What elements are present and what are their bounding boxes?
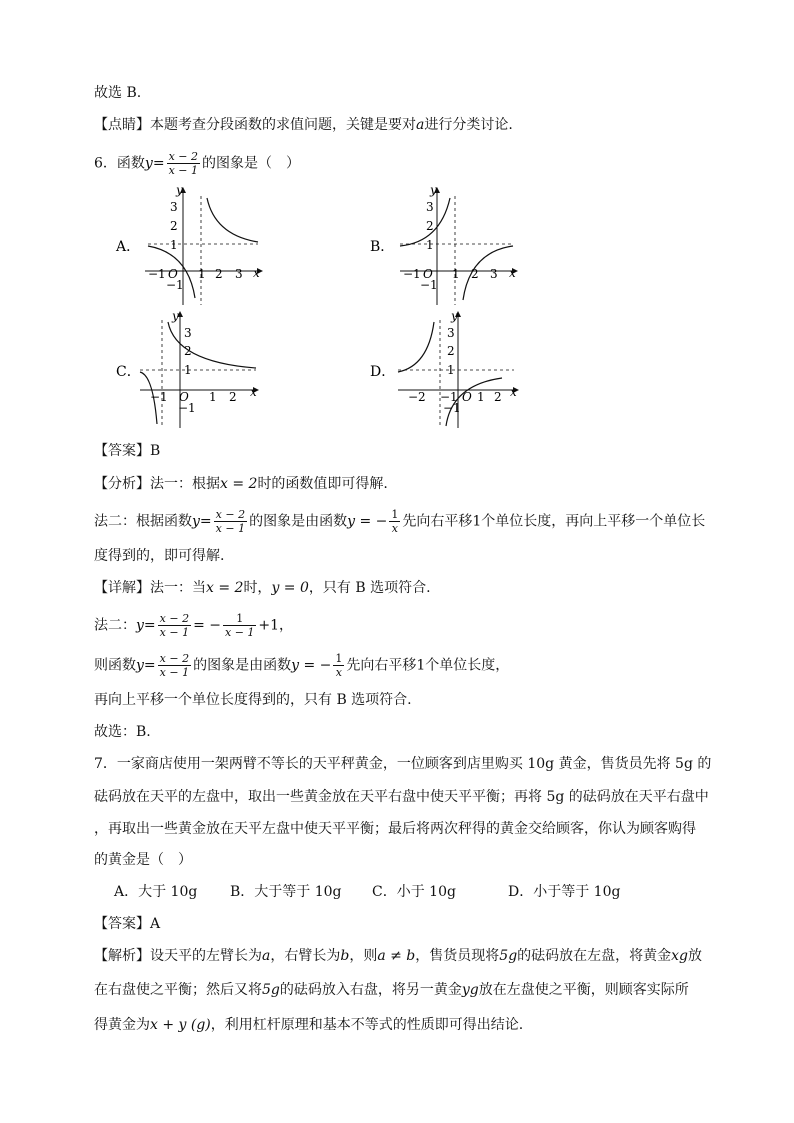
graph-d-ytick-3: 3: [447, 326, 455, 340]
graph-b-label: B．: [370, 239, 395, 255]
graph-a-xlabel: x: [253, 266, 260, 280]
graph-c-ytick-neg1: −1: [178, 401, 196, 415]
graph-d-xtick-1: 1: [477, 390, 485, 404]
q7-line-4: 的黄金是（ ）: [94, 852, 192, 868]
graph-a-ytick-1: 1: [170, 238, 178, 252]
q6-num: x − 2: [168, 150, 198, 163]
q6-detail3-d: 1: [416, 657, 426, 674]
graph-a-ytick-3: 3: [170, 200, 178, 214]
graph-d: [370, 309, 518, 428]
graph-b-curve-left: [400, 198, 450, 246]
q7-an1-f: a ≠ b: [377, 948, 416, 964]
q6-analysis-1: [94, 474, 388, 494]
graph-d-xtick-neg2: −2: [408, 390, 426, 404]
graph-c-ylabel: y: [172, 309, 179, 323]
q6-analysis2-negfrac: [389, 508, 400, 535]
q6-analysis2-a: 法二：根据函数: [94, 513, 192, 530]
q6-prefix: 6．函数: [94, 155, 145, 172]
graph-c-origin: O: [179, 390, 189, 404]
q7-answer-tag: 【答案】: [94, 916, 150, 932]
prev-result: 故选 B.: [94, 85, 142, 101]
q7-option-c: C．小于 10g: [372, 884, 456, 900]
q6-detail1-a: 法一：当: [150, 580, 206, 596]
q7-option-a: A．大于 10g: [114, 884, 198, 900]
graph-c-ytick-2: 2: [184, 344, 192, 358]
q7-an1-d: b: [340, 948, 350, 964]
q7-an1-c: ，右臂长为: [270, 948, 341, 964]
q7-an2-d: yg: [461, 982, 479, 998]
q7-an1-k: 放: [688, 948, 703, 964]
q6-detail2-num2: 1: [223, 612, 256, 626]
graph-d-ytick-neg1: −1: [443, 401, 461, 415]
q6-analysis2-den: x − 1: [215, 522, 246, 535]
graph-a-xtick-3: 3: [235, 267, 243, 281]
graph-c-label: C．: [116, 364, 141, 380]
graph-b-ytick-1: 1: [426, 238, 434, 252]
q6-detail-3: [94, 652, 509, 679]
q6-detail3-den: x − 1: [159, 666, 190, 679]
q6-analysis-tag: 【分析】: [94, 476, 150, 492]
q6-detail2-den2: x − 1: [225, 626, 255, 639]
q6-den: x − 1: [168, 164, 198, 177]
graph-b-xtick-1: 1: [452, 267, 460, 281]
graph-a-label: A．: [116, 239, 141, 255]
graph-a-curve-right: [207, 198, 258, 242]
q6-final: 故选：B.: [94, 724, 151, 740]
graph-c-xtick-neg1: −1: [150, 390, 168, 404]
q7-an1-a: 设天平的左臂长为: [150, 948, 262, 964]
q7-an3-a: 得黄金为: [94, 1017, 150, 1033]
q7-analysis-2: [94, 980, 689, 1000]
q6-y: y: [144, 155, 153, 172]
graph-d-label: D．: [370, 364, 396, 380]
q7-an3-c: ，利用杠杆原理和基本不等式的性质即可得出结论.: [210, 1017, 524, 1033]
q6-fraction: [167, 150, 200, 177]
q6-analysis-3: 度得到的，即可得解.: [94, 548, 225, 564]
q6-analysis1-a: 法一：根据: [150, 476, 220, 492]
q6-analysis2-c: 先向右平移: [402, 513, 473, 530]
graph-a: [115, 183, 262, 305]
prev-comment: [94, 115, 513, 135]
q6-analysis2-negden: x: [391, 522, 398, 535]
q6-detail3-num: x − 2: [159, 652, 190, 665]
q6-answer: [94, 441, 160, 461]
q6-suffix: 的图象是（ ）: [202, 155, 300, 172]
graph-a-ytick-neg1: −1: [166, 278, 184, 292]
q6-detail2-y: y: [136, 617, 144, 634]
q6-analysis2-eq: =: [199, 513, 212, 530]
graph-d-ylabel: y: [451, 309, 458, 323]
q6-analysis2-b: 的图象是由函数: [249, 513, 348, 530]
q6-analysis2-y: y: [192, 513, 200, 530]
q6-analysis2-frac: [214, 508, 247, 535]
q6-detail1-e: ，只有 B 选项符合.: [308, 580, 431, 596]
comment-tag: 【点睛】: [94, 117, 150, 133]
graph-b-origin: O: [423, 267, 433, 281]
q6-analysis2-neg: y = −: [347, 513, 388, 530]
q6-detail3-frac: [158, 652, 191, 679]
graph-c-xtick-1: 1: [209, 390, 217, 404]
q6-analysis2-num: x − 2: [215, 508, 246, 521]
graph-b-ytick-2: 2: [426, 219, 434, 233]
q7-an1-e: ，则: [349, 948, 378, 964]
graph-a-xtick-neg1: −1: [148, 267, 166, 281]
q6-detail2-den: x − 1: [159, 626, 190, 639]
q7-an2-c: 的砝码放入右盘，将另一黄金: [279, 982, 462, 998]
q6-detail2-eq: =: [143, 617, 156, 634]
graph-c-xlabel: x: [250, 385, 257, 399]
q6-detail2-a: 法二：: [94, 617, 136, 634]
q6-detail-2: [94, 612, 293, 639]
graph-c: [116, 309, 258, 428]
q6-detail3-e: 个单位长度，: [425, 657, 510, 674]
q6-detail3-negnum: 1: [335, 652, 343, 665]
graph-b-ytick-3: 3: [426, 200, 434, 214]
q7-an2-e: 放在左盘使之平衡，则顾客实际所: [478, 982, 689, 998]
q6-analysis-2: [94, 508, 705, 535]
q6-answer-value: B: [150, 443, 161, 459]
q7-an1-i: 的砝码放在左盘，将黄金: [517, 948, 672, 964]
q6-detail2-b: = −: [193, 617, 221, 634]
q7-an1-h: 5g: [499, 948, 518, 964]
q6-detail3-eq: =: [143, 657, 156, 674]
comment-var: a: [416, 117, 425, 133]
graph-a-ylabel: y: [176, 183, 183, 197]
q6-answer-tag: 【答案】: [94, 443, 150, 459]
q6-analysis1-c: 时的函数值即可得解.: [257, 476, 388, 492]
q6-detail3-negfrac: [333, 652, 344, 679]
q7-analysis-tag: 【解析】: [94, 948, 150, 964]
q6-detail1-d: y = 0: [271, 580, 309, 596]
q7-line-2: 砝码放在天平的左盘中，取出一些黄金放在天平右盘中使天平平衡；再将 5g 的砝码放在天平右盘中: [94, 789, 709, 805]
graph-a-origin: O: [168, 267, 178, 281]
graph-c-curve-right: [168, 322, 256, 368]
q6-analysis2-d: 1: [472, 513, 482, 530]
graph-a-ytick-2: 2: [170, 219, 178, 233]
q7-line-3: ，再取出一些黄金放在天平左盘中使天平平衡；最后将两次秤得的黄金交给顾客，你认为顾客购得: [94, 821, 696, 837]
q7-analysis-3: [94, 1015, 523, 1035]
graph-b: [370, 183, 517, 305]
q6-detail-tag: 【详解】: [94, 580, 150, 596]
graph-d-curve-left: [398, 322, 434, 372]
q6-detail-4: 再向上平移一个单位长度得到的，只有 B 选项符合.: [94, 692, 412, 708]
graph-c-ytick-3: 3: [184, 326, 192, 340]
q6-detail1-b: x = 2: [206, 580, 244, 596]
q6-detail3-negden: x: [335, 666, 342, 679]
graph-d-xlabel: x: [510, 385, 517, 399]
q6-detail2-c: +1，: [258, 617, 294, 634]
q6-detail3-c: 先向右平移: [346, 657, 417, 674]
graph-b-ytick-neg1: −1: [420, 278, 438, 292]
q6-detail-1: [94, 578, 431, 598]
q6-detail2-num: x − 2: [159, 612, 190, 625]
q7-line-1: 7．一家商店使用一架两臂不等长的天平秤黄金，一位顾客到店里购买 10g 黄金，售货员先将 5g 的: [94, 756, 712, 772]
graph-a-xtick-2: 2: [215, 267, 223, 281]
graph-b-xtick-neg1: −1: [403, 267, 421, 281]
q7-option-b: B．大于等于 10g: [230, 884, 342, 900]
q6-graphs: [0, 180, 794, 440]
graph-d-xtick-2: 2: [494, 390, 502, 404]
graph-c-ytick-1: 1: [184, 363, 192, 377]
q6-analysis2-negnum: 1: [391, 508, 399, 521]
comment-text-a: 本题考查分段函数的求值问题，关键是要对: [150, 117, 416, 133]
q6-analysis2-e: 个单位长度，再向上平移一个单位长: [481, 513, 706, 530]
q7-an1-b: a: [262, 948, 271, 964]
graph-b-xtick-2: 2: [471, 267, 479, 281]
graph-d-ytick-1: 1: [447, 363, 455, 377]
graph-d-origin: O: [462, 390, 472, 404]
graph-b-ylabel: y: [430, 183, 437, 197]
q7-an3-b: x + y (g): [150, 1017, 211, 1033]
comment-text-b: 进行分类讨论.: [424, 117, 513, 133]
q6-stem: [94, 150, 300, 177]
q7-an1-j: xg: [671, 948, 689, 964]
q7-answer-value: A: [150, 916, 161, 932]
q6-detail3-neg: y = −: [291, 657, 332, 674]
graph-a-xtick-1: 1: [198, 267, 206, 281]
q7-an1-g: ，售货员现将: [415, 948, 500, 964]
q6-detail2-frac: [158, 612, 191, 639]
graph-b-xtick-3: 3: [490, 267, 498, 281]
graph-c-xtick-2: 2: [229, 390, 237, 404]
q6-detail2-frac2: [223, 612, 256, 639]
q7-an2-a: 在右盘使之平衡；然后又将: [94, 982, 262, 998]
q6-eq: =: [152, 155, 165, 172]
graph-d-xtick-neg1: −1: [440, 390, 458, 404]
q6-detail3-b: 的图象是由函数: [193, 657, 292, 674]
q7-option-d: D．小于等于 10g: [508, 884, 621, 900]
q7-an2-b: 5g: [262, 982, 280, 998]
q6-detail3-a: 则函数: [94, 657, 136, 674]
graph-b-xlabel: x: [509, 266, 516, 280]
q6-analysis1-b: x = 2: [220, 476, 258, 492]
q7-answer: [94, 914, 160, 934]
q7-analysis-1: [94, 946, 702, 966]
q6-detail1-c: 时，: [243, 580, 272, 596]
graph-d-ytick-2: 2: [447, 344, 455, 358]
q6-detail3-y: y: [136, 657, 144, 674]
